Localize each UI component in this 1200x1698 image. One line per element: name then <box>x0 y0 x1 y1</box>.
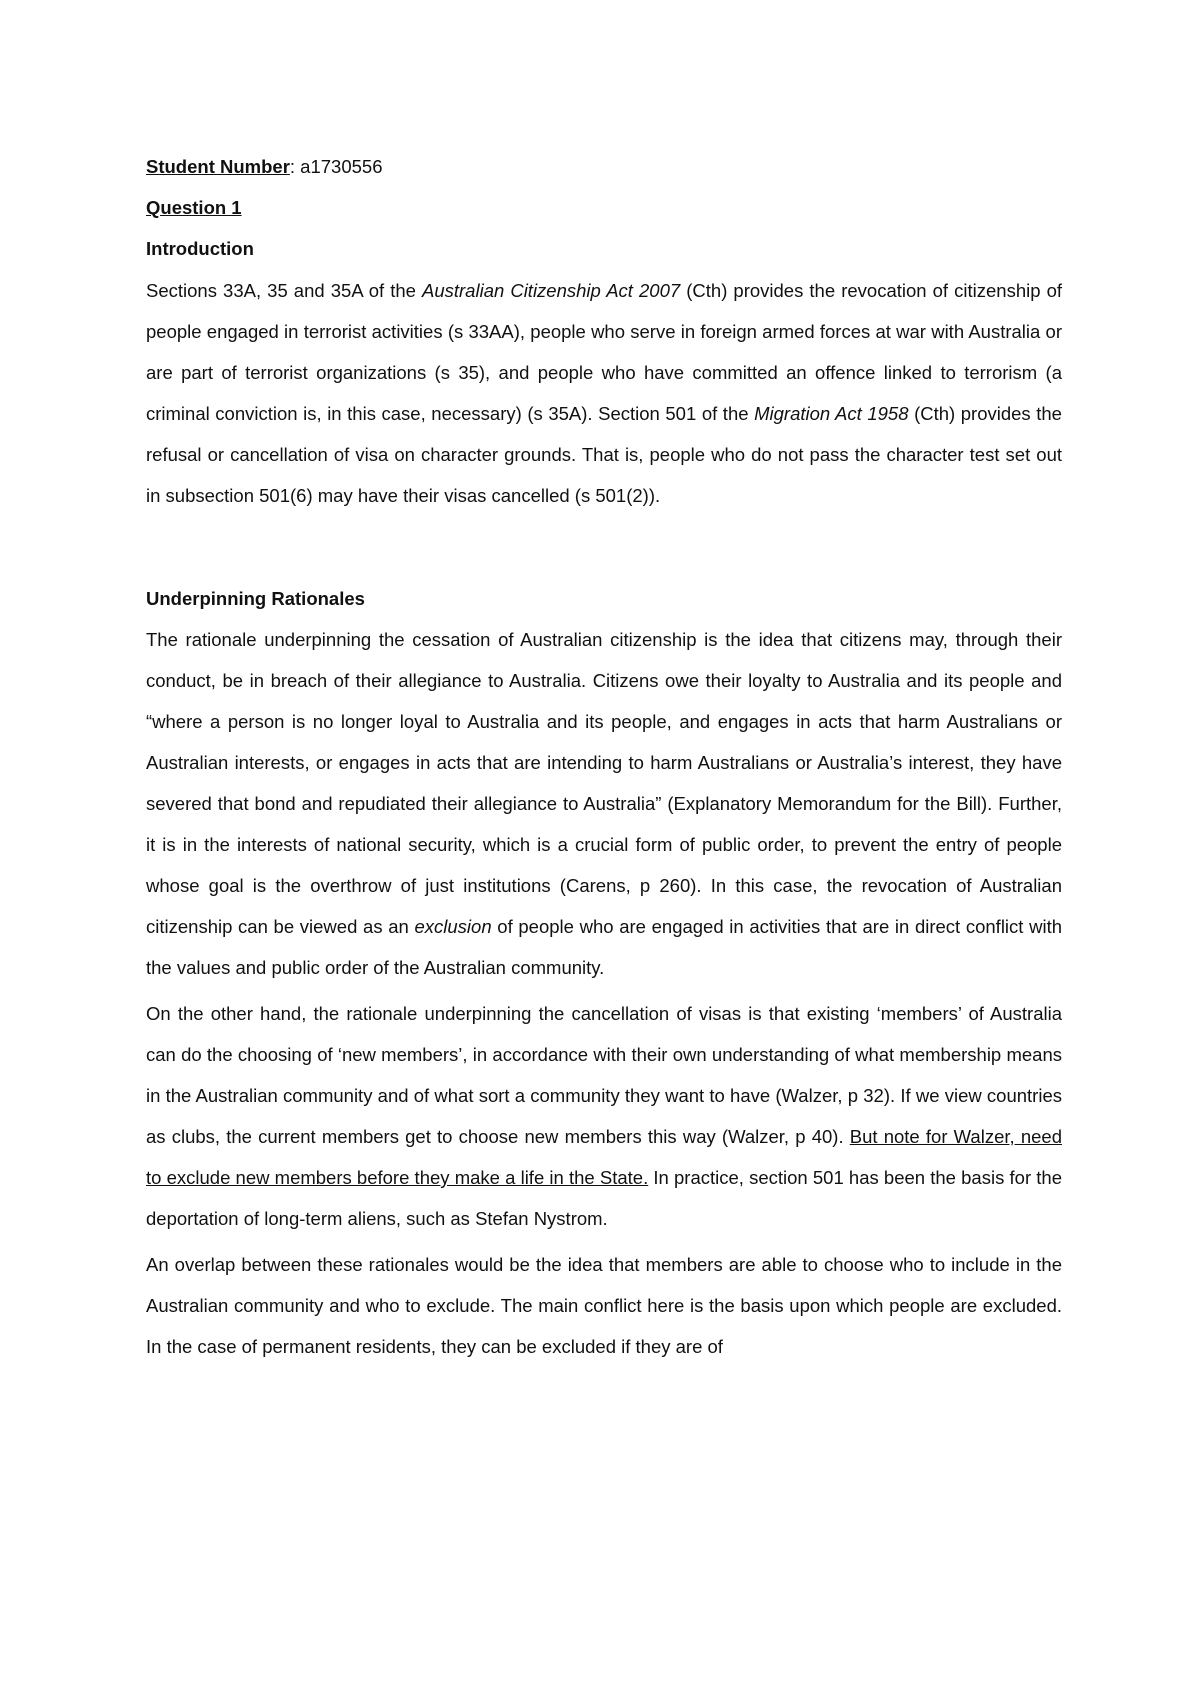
question-heading: Question 1 <box>146 197 242 218</box>
rationales-paragraph-2: On the other hand, the rationale underpinning the cancellation of visas is that existing ‘members’ of Australia can do the choosing of ‘new members’, in accordance with their own understanding of what membership means in the Australian community and of what sort a community they want to have (Walzer, p 32). If we view countries as clubs, the current members get to choose new members this way (Walzer, p 40). But note for Walzer, need to exclude new members before they make a life in the State. In practice, section 501 has been the basis for the deportation of long-term aliens, such as Stefan Nystrom. <box>146 1003 1062 1229</box>
student-number-label: Student Number <box>146 156 290 177</box>
walzer-note-underlined: But note for Walzer, need to exclude new members before they make a life in the State. <box>146 1126 1062 1188</box>
migration-act-title: Migration Act 1958 <box>754 403 909 424</box>
student-number-value: : a1730556 <box>289 156 383 177</box>
document-page <box>146 146 1062 1367</box>
introduction-heading: Introduction <box>146 238 254 259</box>
rationales-paragraph-1: The rationale underpinning the cessation of Australian citizenship is the idea that citizens may, through their conduct, be in breach of their allegiance to Australia. Citizens owe their loyalty to Australia and its people and “where a person is no longer loyal to Australia and its people, and engages in acts that harm Australians or Australian interests, or engages in acts that are intending to harm Australians or Australia’s interest, they have severed that bond and repudiated their allegiance to Australia” (Explanatory Memorandum for the Bill). Further, it is in the interests of national security, which is a crucial form of public order, to prevent the entry of people whose goal is the overthrow of just institutions (Carens, p 260). In this case, the revocation of Australian citizenship can be viewed as an exclusion of people who are engaged in activities that are in direct conflict with the values and public order of the Australian community. <box>146 629 1063 978</box>
exclusion-emphasis: exclusion <box>414 916 492 937</box>
student-number-line <box>146 146 1062 187</box>
introduction-paragraph: Sections 33A, 35 and 35A of the Australian Citizenship Act 2007 (Cth) provides the revocation of citizenship of people engaged in terrorist activities (s 33AA), people who serve in foreign armed forces at war with Australia or are part of terrorist organizations (s 35), and people who have committed an offence linked to terrorism (a criminal conviction is, in this case, necessary) (s 35A). Section 501 of the Migration Act 1958 (Cth) provides the refusal or cancellation of visa on character grounds. That is, people who do not pass the character test set out in subsection 501(6) may have their visas cancelled (s 501(2)). <box>146 280 1063 506</box>
rationales-heading: Underpinning Rationales <box>146 588 365 609</box>
rationales-paragraph-3: An overlap between these rationales would be the idea that members are able to choose who to include in the Australian community and who to exclude. The main conflict here is the basis upon which people are excluded. In the case of permanent residents, they can be excluded if they are of <box>146 1254 1062 1357</box>
citizenship-act-title: Australian Citizenship Act 2007 <box>422 280 681 301</box>
